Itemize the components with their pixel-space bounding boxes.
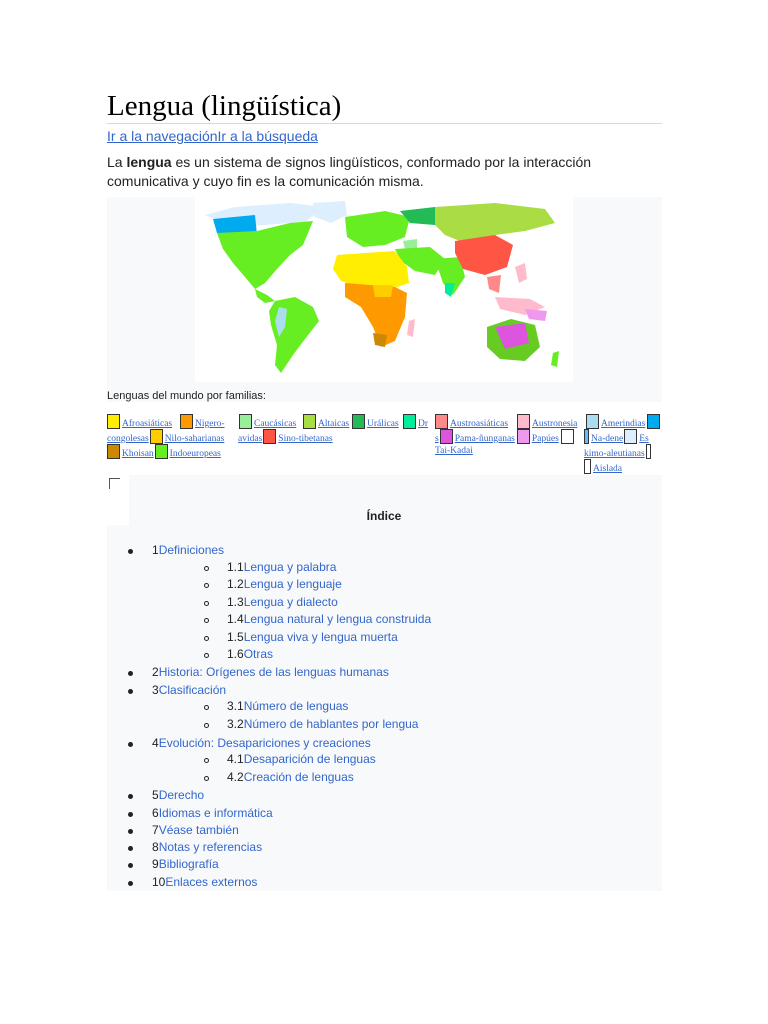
toc-item-number: 3 xyxy=(152,683,159,697)
toc-item[interactable] xyxy=(227,717,418,731)
toc-item-number: 10 xyxy=(152,875,166,889)
legend-label: Altaicas xyxy=(318,419,350,429)
toc-item[interactable] xyxy=(227,612,431,626)
legend-swatch xyxy=(107,444,120,459)
toc-item[interactable] xyxy=(152,823,239,837)
toc-bullet xyxy=(128,829,133,834)
toc-bullet xyxy=(128,549,133,554)
page-title: Lengua (lingüística) xyxy=(107,90,342,122)
toc-item-number: 8 xyxy=(152,840,159,854)
legend-label: Na-dene xyxy=(591,434,624,444)
legend-label: Pama-ñunganas xyxy=(454,434,515,444)
legend-swatch xyxy=(180,414,193,429)
toc-item-number: 6 xyxy=(152,806,159,820)
toc-item[interactable] xyxy=(152,665,389,679)
toc-item-number: 1.3 xyxy=(227,595,244,609)
legend-label: Austronesia xyxy=(532,419,578,429)
toc-subbullet xyxy=(204,618,209,623)
toc-item-number: 4.2 xyxy=(227,770,244,784)
legend-swatch xyxy=(646,444,651,459)
toc-item-number: 3.1 xyxy=(227,699,244,713)
legend-item-dravidas[interactable] xyxy=(403,414,428,432)
legend-label: Amerindias xyxy=(601,419,646,429)
toc-toggle-icon[interactable] xyxy=(109,478,120,489)
toc-item[interactable] xyxy=(152,788,204,802)
toc-item-number: 1.2 xyxy=(227,577,244,591)
toc-item-label: Lengua y palabra xyxy=(243,560,337,574)
legend-label: Sino-tibetanas xyxy=(278,434,333,444)
toc-bullet xyxy=(128,812,133,817)
legend-swatch xyxy=(584,459,591,474)
toc-item-label: Número de lenguas xyxy=(243,699,349,713)
legend-swatch xyxy=(586,414,599,429)
toc-item-label: Enlaces externos xyxy=(165,875,258,889)
jump-to-navigation-link[interactable]: Ir a la navegación xyxy=(107,128,218,144)
map-legend xyxy=(107,414,662,474)
legend-swatch xyxy=(517,429,530,444)
toc-item[interactable] xyxy=(227,577,342,591)
toc-item-number: 1.4 xyxy=(227,612,244,626)
legend-label: Afroasiáticas xyxy=(122,419,173,429)
toc-item[interactable] xyxy=(227,560,336,574)
legend-label: Aislada xyxy=(593,464,623,474)
toc-subbullet xyxy=(204,601,209,606)
toc-item-number: 1.5 xyxy=(227,630,244,644)
intro-prefix: La xyxy=(107,154,127,170)
toc-item-number: 2 xyxy=(152,665,159,679)
intro-bold-term: lengua xyxy=(126,154,172,170)
legend-swatch xyxy=(584,429,589,444)
legend-swatch xyxy=(435,414,448,429)
legend-swatch xyxy=(352,414,365,429)
toc-item-label: Notas y referencias xyxy=(158,840,263,854)
toc-subbullet xyxy=(204,723,209,728)
toc-subbullet xyxy=(204,776,209,781)
toc-item-label: Véase también xyxy=(158,823,239,837)
toc-item-label: Lengua viva y lengua muerta xyxy=(243,630,398,644)
toc-item[interactable] xyxy=(152,543,224,557)
legend-label: Nilo-saharianas xyxy=(164,434,225,444)
legend-label: Caucásicas xyxy=(254,419,297,429)
toc-item-label: Número de hablantes por lengua xyxy=(243,717,419,731)
toc-item-number: 1 xyxy=(152,543,159,557)
toc-subbullet xyxy=(204,758,209,763)
legend-swatch xyxy=(624,429,637,444)
toc-item-label: Clasificación xyxy=(158,683,227,697)
legend-item-khoisan[interactable] xyxy=(107,444,221,462)
toc-item-label: Desaparición de lenguas xyxy=(243,752,376,766)
toc-item-number: 7 xyxy=(152,823,159,837)
legend-swatch xyxy=(239,414,252,429)
toc-item-label: Derecho xyxy=(158,788,205,802)
toc-bullet xyxy=(128,794,133,799)
intro-text: es un sistema de signos lingüísticos, conformado por la interacción comunicativa y cuyo fin es la comunicación misma. xyxy=(107,154,592,189)
toc-item-label: Historia: Orígenes de las lenguas humanas xyxy=(158,665,389,679)
legend-swatch xyxy=(647,414,660,429)
toc-item-label: Lengua y lenguaje xyxy=(243,577,342,591)
legend-label: Khoisan xyxy=(122,449,154,459)
toc-item[interactable] xyxy=(227,647,273,661)
toc-item[interactable] xyxy=(227,770,354,784)
toc-item-label: Lengua natural y lengua construida xyxy=(243,612,432,626)
toc-item-number: 1.1 xyxy=(227,560,244,574)
toc-item-label: Evolución: Desapariciones y creaciones xyxy=(158,736,371,750)
legend-swatch xyxy=(155,444,168,459)
legend-label: s xyxy=(435,434,439,444)
toc-subbullet xyxy=(204,636,209,641)
legend-label: Papúes xyxy=(531,434,559,444)
toc-bullet xyxy=(128,742,133,747)
toc-item-number: 4.1 xyxy=(227,752,244,766)
legend-item-uralicas[interactable] xyxy=(352,414,399,432)
toc-bullet xyxy=(128,863,133,868)
toc-item[interactable] xyxy=(227,699,348,713)
legend-item-sino-tibetanas[interactable] xyxy=(238,429,333,447)
legend-item-tai-kadai[interactable] xyxy=(435,444,473,459)
intro-paragraph xyxy=(107,153,667,191)
legend-label: kimo-aleutianas xyxy=(584,449,645,459)
legend-label: Indoeuropeas xyxy=(169,449,221,459)
legend-swatch xyxy=(150,429,163,444)
toc-item-label: Definiciones xyxy=(158,543,225,557)
legend-label: Austroasiáticas xyxy=(450,419,509,429)
toc-item[interactable] xyxy=(152,806,273,820)
legend-label: Urálicas xyxy=(367,419,399,429)
legend-label: Tai-Kadai xyxy=(435,446,473,456)
legend-swatch xyxy=(561,429,574,444)
toc-item-label: Lengua y dialecto xyxy=(243,595,338,609)
toc-subbullet xyxy=(204,583,209,588)
toc-item[interactable] xyxy=(152,840,262,854)
legend-label: Nigero- xyxy=(195,419,225,429)
legend-swatch xyxy=(440,429,453,444)
toc-item-number: 9 xyxy=(152,857,159,871)
toc-item-label: Otras xyxy=(243,647,274,661)
legend-label: avidas xyxy=(238,434,263,444)
toc-item[interactable] xyxy=(152,857,219,871)
toc-item-label: Idiomas e informática xyxy=(158,806,273,820)
legend-swatch xyxy=(107,414,120,429)
toc-item[interactable] xyxy=(152,736,371,750)
toc-subbullet xyxy=(204,705,209,710)
toc-subbullet xyxy=(204,653,209,658)
toc-item-number: 4 xyxy=(152,736,159,750)
toc-item[interactable] xyxy=(152,875,257,889)
toc-item[interactable] xyxy=(227,595,338,609)
toc-bullet xyxy=(128,846,133,851)
jump-links xyxy=(107,128,318,144)
toc-item-label: Bibliografía xyxy=(158,857,219,871)
map-caption: Lenguas del mundo por familias: xyxy=(107,390,266,402)
toc-item[interactable] xyxy=(152,683,226,697)
jump-to-search-link[interactable]: Ir a la búsqueda xyxy=(217,128,318,144)
map-figure xyxy=(107,197,662,402)
world-language-families-map[interactable] xyxy=(195,197,573,382)
toc-item-number: 5 xyxy=(152,788,159,802)
toc-item[interactable] xyxy=(227,630,398,644)
legend-swatch xyxy=(263,429,276,444)
map-region-khoisan xyxy=(373,333,387,347)
legend-label: Dr xyxy=(418,419,429,429)
toc-item-label: Creación de lenguas xyxy=(243,770,354,784)
legend-swatch xyxy=(517,414,530,429)
toc-item-number: 3.2 xyxy=(227,717,244,731)
title-divider xyxy=(107,123,662,124)
map-region-nilo-saharan xyxy=(373,285,393,297)
toc-bullet xyxy=(128,881,133,886)
legend-swatch xyxy=(303,414,316,429)
legend-label: Es xyxy=(639,434,649,444)
toc-title: Índice xyxy=(366,509,402,523)
toc-subbullet xyxy=(204,566,209,571)
toc-bullet xyxy=(128,689,133,694)
toc-item[interactable] xyxy=(227,752,376,766)
legend-swatch xyxy=(403,414,416,429)
legend-label: congolesas xyxy=(107,434,149,444)
toc-item-number: 1.6 xyxy=(227,647,244,661)
toc-bullet xyxy=(128,671,133,676)
